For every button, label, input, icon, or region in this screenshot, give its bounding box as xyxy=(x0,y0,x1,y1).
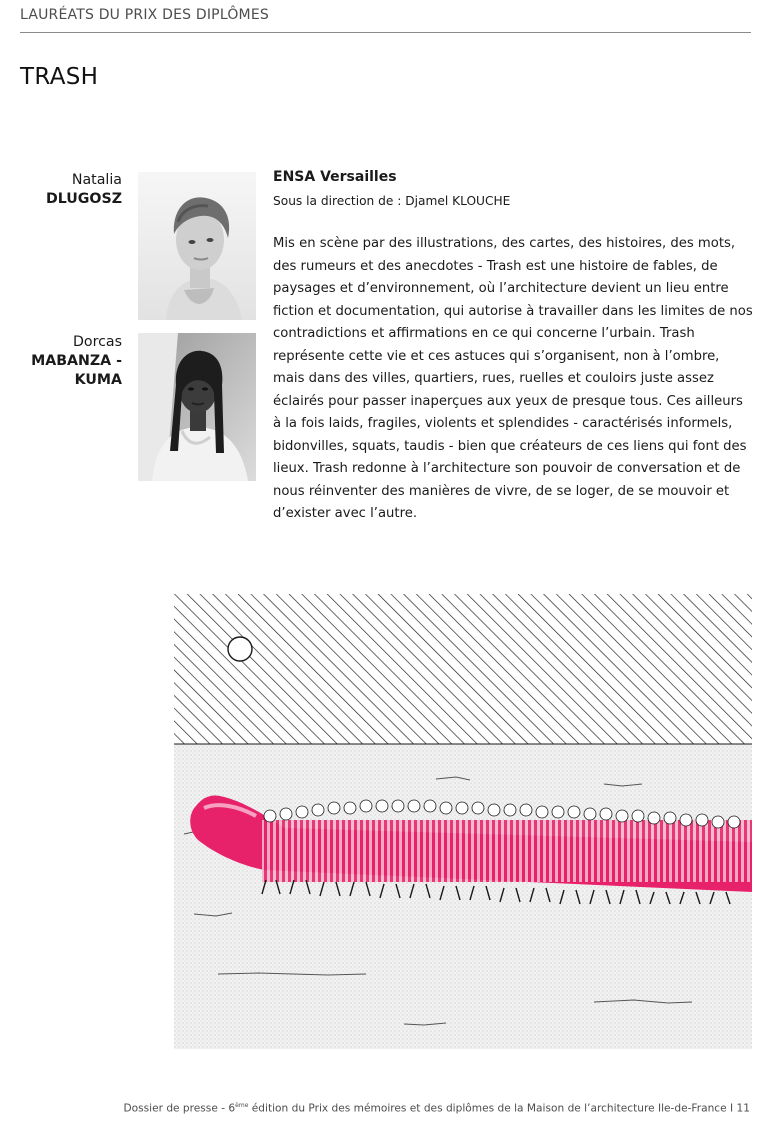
student-first-name: Natalia xyxy=(71,172,122,188)
section-header xyxy=(20,6,751,33)
section-title: LAURÉATS DU PRIX DES DIPLÔMES xyxy=(20,7,269,23)
student-last-name: DLUGOSZ xyxy=(45,191,122,207)
school-name: ENSA Versailles xyxy=(273,169,397,185)
supervisor-line: Sous la direction de : Djamel KLOUCHE xyxy=(273,194,511,208)
student-first-name: Dorcas xyxy=(72,334,122,350)
hatched-sky xyxy=(174,594,752,744)
page-number: 11 xyxy=(736,1102,750,1115)
moon xyxy=(228,637,252,661)
project-title: TRASH xyxy=(20,64,99,90)
footer-separator: I xyxy=(726,1102,737,1115)
page-footer xyxy=(123,1102,750,1115)
footer-superscript: ème xyxy=(235,1102,249,1109)
student-portrait-1 xyxy=(138,172,256,320)
student-portrait-2 xyxy=(138,333,256,481)
project-description: Mis en scène par des illustrations, des cartes, des histoires, des mots, des rumeurs et des anecdotes - Trash est une histoire de fables, de paysages et d’environnement, où l’architecture devient un lieu entre fiction et documentation, qui autorise à travailler dans les limites de nos contradictions et affirmations en ce qui concerne l’urbain. Trash représente cette vie et ces astuces qui s’organisent, non à l’ombre, mais dans des villes, quartiers, rues, ruelles et couloirs juste assez éclairés pour passer inaperçues aux yeux de presque tous. Ces ailleurs à la fois laids, fragiles, violents et splendides - caractérisés informels, bidonvilles, squats, taudis - bien que créateurs de ces liens qui font des lieux. Trash redonne à l’architecture son pouvoir de conversation et de nous réinventer des manières de vivre, de se loger, de se mouvoir et d’exister avec l’autre. xyxy=(273,236,753,521)
project-illustration xyxy=(174,594,752,1049)
student-name-1 xyxy=(46,171,122,209)
student-last-name: KUMA xyxy=(74,372,122,388)
footer-text: Dossier de presse - 6 xyxy=(123,1102,236,1115)
student-last-name: MABANZA - xyxy=(31,353,122,369)
student-name-2 xyxy=(31,333,122,390)
footer-text-rest: édition du Prix des mémoires et des diplômes de la Maison de l’architecture Ile-de-France xyxy=(248,1102,727,1115)
